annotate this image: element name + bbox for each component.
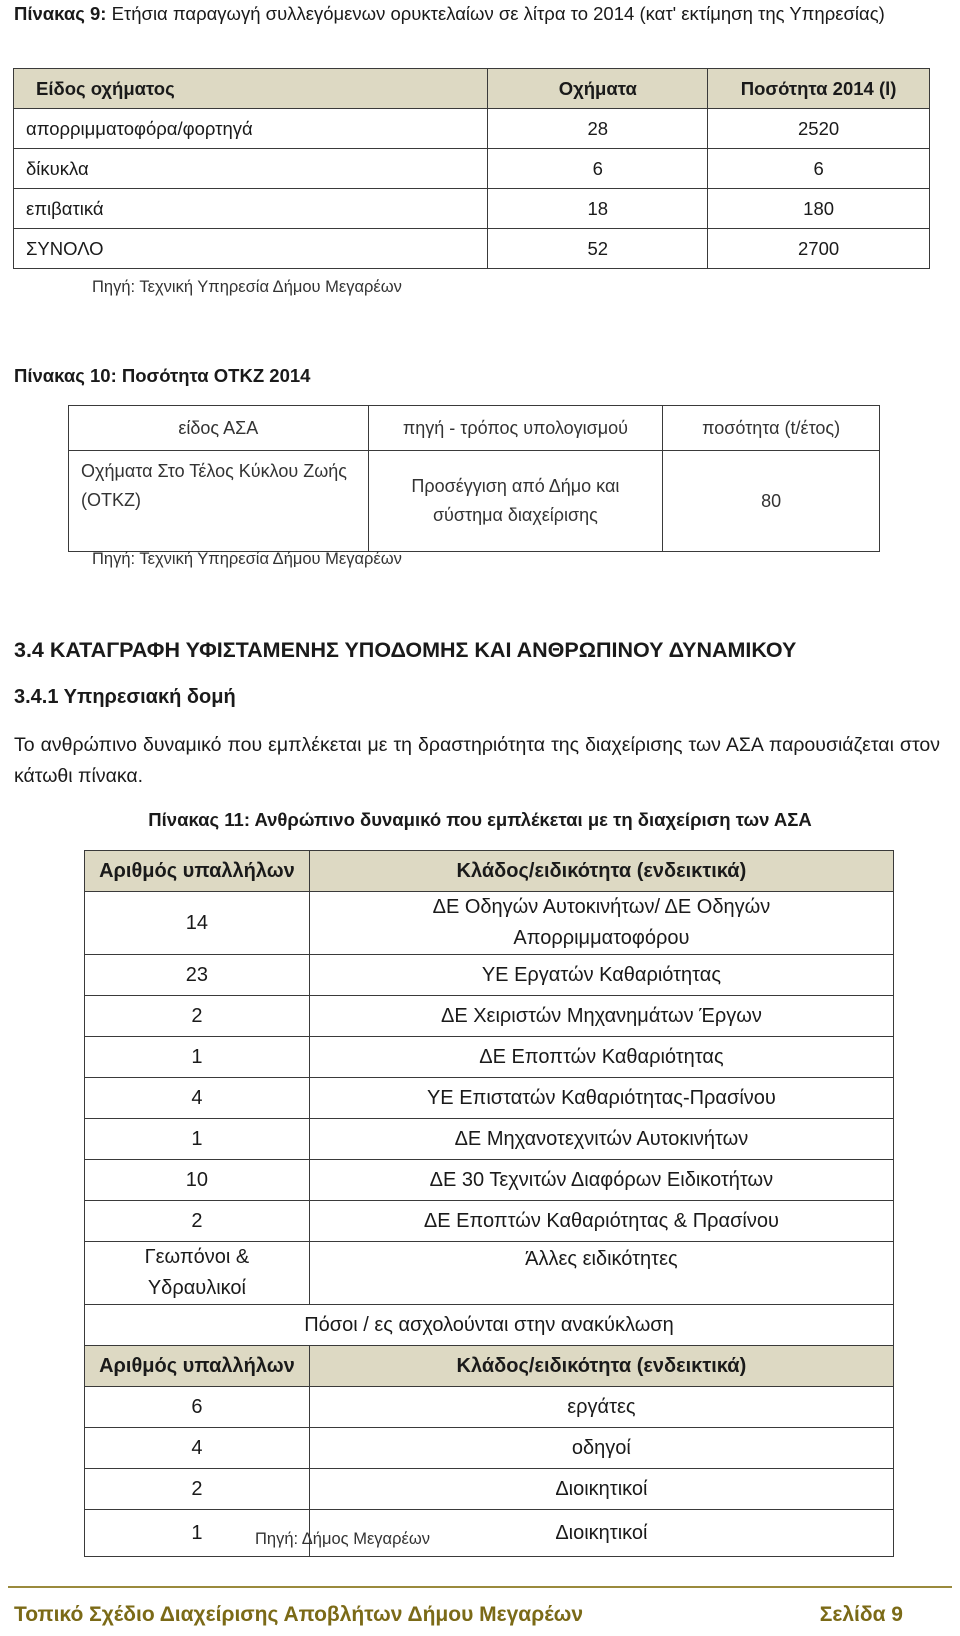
table-cell: ΔΕ 30 Τεχνιτών Διαφόρων Ειδικοτήτων — [309, 1160, 893, 1201]
footer-rule — [8, 1586, 952, 1588]
table-row — [85, 1469, 894, 1510]
table-cell: 6 — [488, 149, 708, 189]
table9-caption-text: Ετήσια παραγωγή συλλεγόμενων ορυκτελαίων σε λίτρα το 2014 (κατ' εκτίμηση της Υπηρεσίας) — [106, 3, 885, 24]
table11-header-row — [85, 851, 894, 892]
table11-header-row-2 — [85, 1346, 894, 1387]
table-cell: 1 — [85, 1510, 310, 1557]
table11-source: Πηγή: Δήμος Μεγαρέων — [255, 1530, 430, 1548]
table-cell: απορριμματοφόρα/φορτηγά — [14, 109, 488, 149]
table-cell: 2 — [85, 996, 310, 1037]
table9-header-row — [14, 69, 930, 109]
table-cell: Διοικητικοί — [309, 1469, 893, 1510]
table-cell: Οχήματα Στο Τέλος Κύκλου Ζωής (ΟΤΚΖ) — [69, 451, 369, 552]
table9 — [13, 68, 930, 269]
table-cell: 28 — [488, 109, 708, 149]
table9-header-cell: Είδος οχήματος — [14, 69, 488, 109]
table-cell: 1 — [85, 1037, 310, 1078]
table-cell: 4 — [85, 1078, 310, 1119]
table-cell: Διοικητικοί — [309, 1510, 893, 1557]
footer-title: Τοπικό Σχέδιο Διαχείρισης Αποβλήτων Δήμου Μεγαρέων — [14, 1603, 584, 1626]
table-cell: δίκυκλα — [14, 149, 488, 189]
table10-caption: Πίνακας 10: Ποσότητα ΟΤΚΖ 2014 — [14, 365, 311, 386]
recycling-row-cell: Πόσοι / ες ασχολούνται στην ανακύκλωση — [85, 1305, 894, 1346]
table-row — [85, 1119, 894, 1160]
table-cell: ΔΕ Εποπτών Καθαριότητας — [309, 1037, 893, 1078]
table-cell: εργάτες — [309, 1387, 893, 1428]
table-cell: 10 — [85, 1160, 310, 1201]
table9-source: Πηγή: Τεχνική Υπηρεσία Δήμου Μεγαρέων — [92, 278, 402, 296]
table-cell: 18 — [488, 189, 708, 229]
subsection-heading: 3.4.1 Υπηρεσιακή δομή — [14, 686, 236, 708]
table9-caption-label: Πίνακας 9: — [14, 3, 107, 24]
table-row — [85, 1160, 894, 1201]
table11-header-cell: Κλάδος/ειδικότητα (ενδεικτικά) — [309, 1346, 893, 1387]
table-row — [85, 1037, 894, 1078]
table9-header-cell: Οχήματα — [488, 69, 708, 109]
table10 — [68, 405, 880, 552]
table11-header-cell: Κλάδος/ειδικότητα (ενδεικτικά) — [309, 851, 893, 892]
page-number: Σελίδα 9 — [819, 1603, 903, 1626]
table-row — [85, 1510, 894, 1557]
table-row — [85, 892, 894, 955]
section-heading: 3.4 ΚΑΤΑΓΡΑΦΗ ΥΦΙΣΤΑΜΕΝΗΣ ΥΠΟΔΟΜΗΣ ΚΑΙ ΑΝΘΡΩΠΙΝΟΥ ΔΥΝΑΜΙΚΟΥ — [14, 638, 797, 662]
table-cell: 23 — [85, 955, 310, 996]
table-cell: 6 — [708, 149, 930, 189]
table-cell: 2 — [85, 1201, 310, 1242]
table9-header-cell: Ποσότητα 2014 (l) — [708, 69, 930, 109]
table11-caption: Πίνακας 11: Ανθρώπινο δυναμικό που εμπλέκεται με τη διαχείριση των ΑΣΑ — [148, 809, 812, 830]
table-cell: 1 — [85, 1119, 310, 1160]
table-cell: Άλλες ειδικότητες — [309, 1242, 893, 1305]
table-cell: 6 — [85, 1387, 310, 1428]
table-row — [85, 1242, 894, 1305]
table-cell: 2520 — [708, 109, 930, 149]
table11-header-cell: Αριθμός υπαλλήλων — [85, 1346, 310, 1387]
table-row — [85, 1387, 894, 1428]
table-row — [14, 149, 930, 189]
table-cell: οδηγοί — [309, 1428, 893, 1469]
table-cell: 52 — [488, 229, 708, 269]
table-cell: 2700 — [708, 229, 930, 269]
table10-header-cell: ποσότητα (t/έτος) — [663, 406, 880, 451]
table-row — [85, 1078, 894, 1119]
table-row — [85, 1201, 894, 1242]
table-cell: ΥΕ Εργατών Καθαριότητας — [309, 955, 893, 996]
table-row-total — [14, 229, 930, 269]
table-cell: επιβατικά — [14, 189, 488, 229]
table-cell: ΔΕ Οδηγών Αυτοκινήτων/ ΔΕ Οδηγών Απορριμματοφόρου — [309, 892, 893, 955]
table-cell: ΣΥΝΟΛΟ — [14, 229, 488, 269]
table-cell: 180 — [708, 189, 930, 229]
table11-header-cell: Αριθμός υπαλλήλων — [85, 851, 310, 892]
table10-header-row — [69, 406, 880, 451]
section-paragraph: Το ανθρώπινο δυναμικό που εμπλέκεται με τη δραστηριότητα της διαχείρισης των ΑΣΑ παρουσιάζεται στον κάτωθι πίνακα. — [14, 734, 940, 787]
table10-header-cell: πηγή - τρόπος υπολογισμού — [368, 406, 663, 451]
table-cell: ΔΕ Χειριστών Μηχανημάτων Έργων — [309, 996, 893, 1037]
table-cell: Προσέγγιση από Δήμο και σύστημα διαχείρισης — [368, 451, 663, 552]
table10-header-cell: είδος ΑΣΑ — [69, 406, 369, 451]
table-row — [85, 1428, 894, 1469]
table-row — [85, 996, 894, 1037]
table10-source: Πηγή: Τεχνική Υπηρεσία Δήμου Μεγαρέων — [92, 550, 402, 568]
table-cell: Γεωπόνοι & Υδραυλικοί — [85, 1242, 310, 1305]
table-row — [85, 955, 894, 996]
table-cell: 2 — [85, 1469, 310, 1510]
table-cell: ΥΕ Επιστατών Καθαριότητας-Πρασίνου — [309, 1078, 893, 1119]
table-cell: ΔΕ Μηχανοτεχνιτών Αυτοκινήτων — [309, 1119, 893, 1160]
table11 — [84, 850, 894, 1557]
table-cell: ΔΕ Εποπτών Καθαριότητας & Πρασίνου — [309, 1201, 893, 1242]
table-cell: 80 — [663, 451, 880, 552]
table-cell: 14 — [85, 892, 310, 955]
table-cell: 4 — [85, 1428, 310, 1469]
table9-caption — [14, 0, 944, 27]
table-row — [14, 189, 930, 229]
table-row — [14, 109, 930, 149]
table-row — [69, 451, 880, 552]
table-row-recycling — [85, 1305, 894, 1346]
